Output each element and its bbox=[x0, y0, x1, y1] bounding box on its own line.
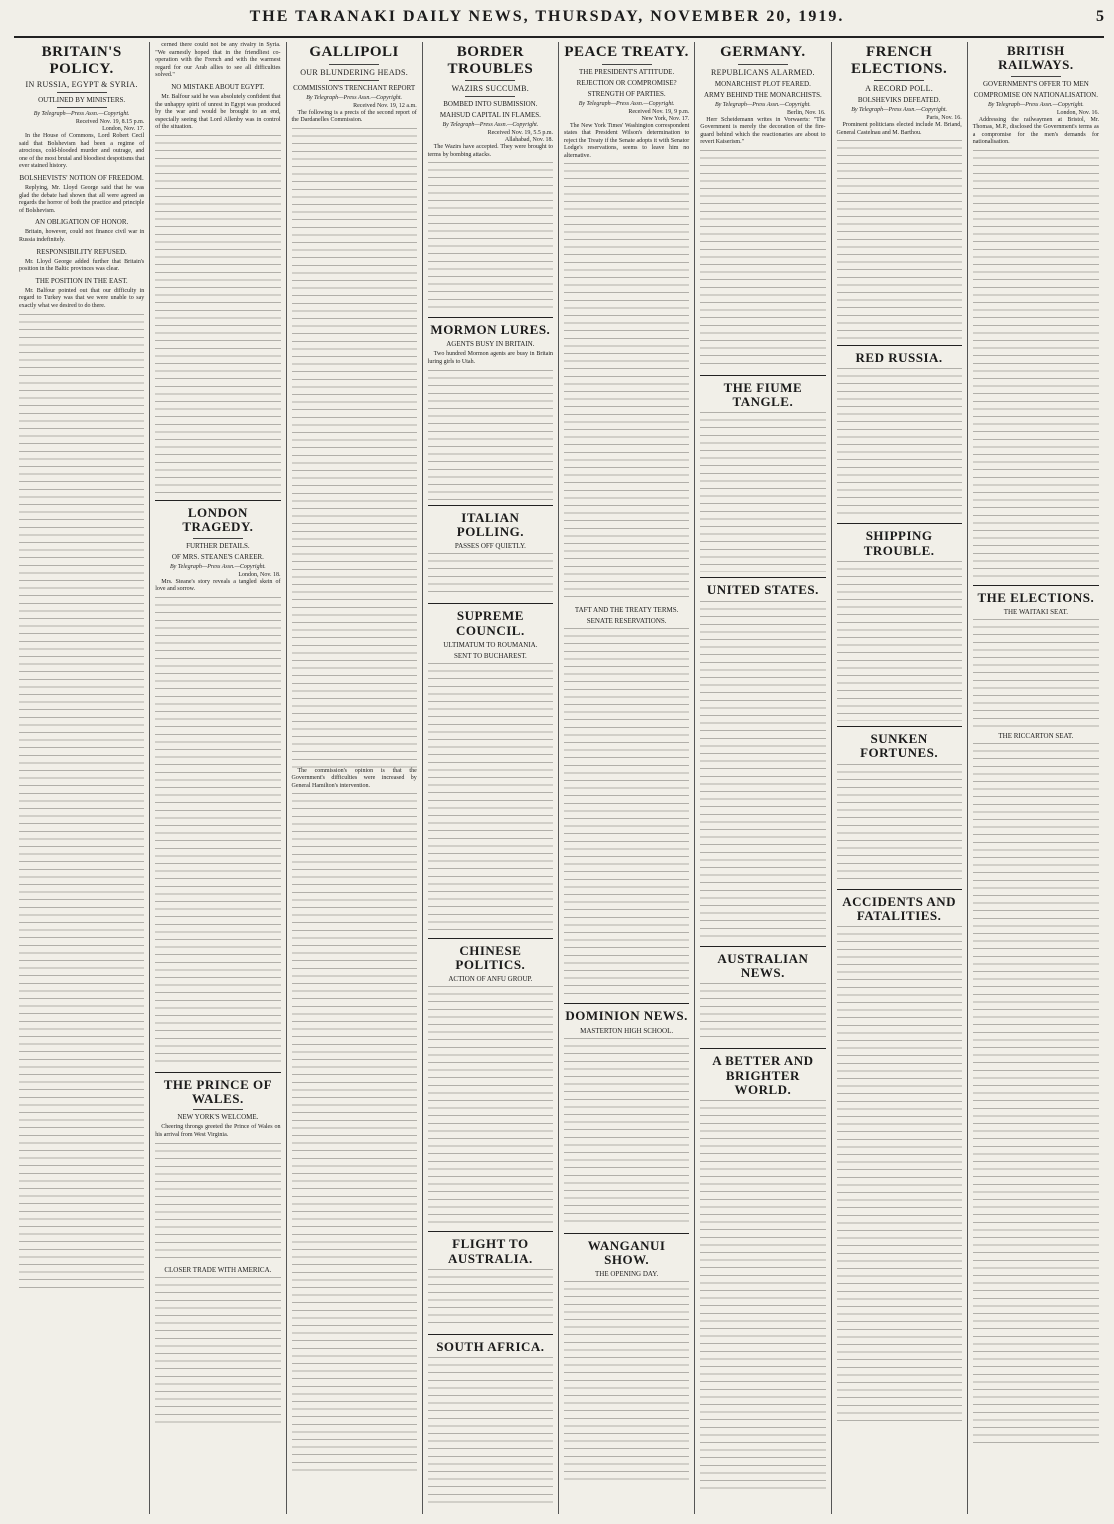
headline: UNITED STATES. bbox=[706, 582, 819, 598]
article-paragraph: Herr Scheidemann writes in Vorwaerts: "The Government is merely the decoration of the fire-guard behind which the reactionaries are about to revert Kaiserism." bbox=[700, 116, 826, 146]
text-lines bbox=[428, 1269, 553, 1329]
headline: SUPREME COUNCIL. bbox=[456, 608, 525, 638]
section-heading: THE POSITION IN THE EAST. bbox=[35, 276, 128, 285]
text-lines bbox=[700, 1100, 825, 1490]
headline: FRENCH ELECTIONS. bbox=[850, 44, 948, 77]
headline: BRITAIN'S POLICY. bbox=[41, 44, 122, 77]
text-lines bbox=[428, 370, 553, 500]
subheadline: MAHSUD CAPITAL IN FLAMES. bbox=[439, 111, 541, 119]
section-heading: TAFT AND THE TREATY TERMS. bbox=[574, 606, 679, 615]
subheadline: MONARCHIST PLOT FEARED. bbox=[714, 79, 811, 88]
subheadline: THE RICCARTON SEAT. bbox=[998, 732, 1074, 741]
column-4 bbox=[423, 42, 559, 1514]
text-lines bbox=[564, 1038, 689, 1228]
page-number: 5 bbox=[1096, 8, 1104, 25]
dateline: Received Nov. 19, 12 a.m. bbox=[353, 102, 417, 109]
article-paragraph: The New York Times' Washington correspondent states that President Wilson's determination to reject the Treaty if the Senate adopts it with Senator Lodge's reservations, seems to leave him no alternative. bbox=[564, 122, 690, 159]
columns bbox=[14, 42, 1104, 1514]
byline: By Telegraph—Press Assn.—Copyright. bbox=[578, 100, 675, 107]
column-8 bbox=[968, 42, 1104, 1514]
headline: FLIGHT TO AUSTRALIA. bbox=[447, 1236, 533, 1266]
headline: MORMON LURES. bbox=[430, 322, 551, 338]
byline: By Telegraph—Press Assn.—Copyright. bbox=[714, 101, 811, 108]
subheadline: AGENTS BUSY IN BRITAIN. bbox=[446, 340, 535, 349]
subheadline: FURTHER DETAILS. bbox=[186, 541, 250, 550]
text-lines bbox=[155, 1143, 280, 1263]
headline: THE PRINCE OF WALES. bbox=[163, 1076, 273, 1107]
text-lines bbox=[700, 601, 825, 941]
headline: GALLIPOLI bbox=[309, 44, 399, 60]
article-paragraph: Two hundred Mormon agents are busy in Britain luring girls to Utah. bbox=[427, 351, 553, 366]
subheadline: COMMISSION'S TRENCHANT REPORT bbox=[293, 83, 416, 92]
subheadline: ULTIMATUM TO ROUMANIA. bbox=[443, 640, 538, 649]
subheadline: A RECORD POLL. bbox=[865, 84, 934, 93]
dateline: London, Nov. 18. bbox=[238, 571, 281, 578]
article-paragraph: Mrs. Steane's story reveals a tangled skein of love and sorrow. bbox=[155, 578, 281, 593]
subheadline: REJECTION OR COMPROMISE? bbox=[576, 78, 677, 87]
section-heading: BOLSHEVISTS' NOTION OF FREEDOM. bbox=[19, 173, 144, 182]
text-lines bbox=[564, 628, 689, 998]
text-lines bbox=[428, 553, 553, 598]
subheadline: BOMBED INTO SUBMISSION. bbox=[443, 100, 538, 108]
headline: BORDER TROUBLES bbox=[447, 44, 534, 77]
section-heading: AN OBLIGATION OF HONOR. bbox=[34, 218, 129, 227]
article-paragraph: In the House of Commons, Lord Robert Cecil said that Bolshevism had been a regime of atrocious, cold-blooded murder and outrage, and one of the most brutal and bloodiest despotisms that ever stained history. bbox=[19, 133, 145, 170]
section-heading: CLOSER TRADE WITH AMERICA. bbox=[164, 1265, 272, 1274]
article-paragraph: The Wazirs have accepted. They were brought to terms by bombing attacks. bbox=[427, 144, 553, 158]
subheadline: OUTLINED BY MINISTERS. bbox=[38, 96, 126, 104]
text-lines bbox=[155, 1277, 280, 1427]
text-lines bbox=[428, 1357, 553, 1507]
section-heading: NO MISTAKE ABOUT EGYPT. bbox=[171, 82, 265, 91]
headline: SOUTH AFRICA. bbox=[436, 1339, 545, 1355]
article-paragraph: Mr. Lloyd George added further that Britain's position in the Baltic provinces was clear. bbox=[19, 258, 145, 273]
byline: By Telegraph—Press Assn.—Copyright. bbox=[987, 101, 1084, 108]
subheadline: THE OPENING DAY. bbox=[595, 1270, 659, 1279]
dateline: Received Nov. 19, 5.5 p.m. bbox=[487, 130, 553, 136]
subheadline: THE PRESIDENT'S ATTITUDE. bbox=[579, 67, 675, 76]
article-paragraph: Britain, however, could not finance civil war in Russia indefinitely. bbox=[19, 229, 145, 243]
headline: LONDON TRAGEDY. bbox=[182, 504, 254, 535]
headline: AUSTRALIAN NEWS. bbox=[717, 950, 809, 981]
headline: ACCIDENTS AND FATALITIES. bbox=[842, 893, 957, 923]
headline: ITALIAN POLLING. bbox=[456, 509, 524, 539]
subheadline: REPUBLICANS ALARMED. bbox=[710, 67, 815, 77]
text-lines bbox=[837, 368, 962, 518]
column-7 bbox=[832, 42, 968, 1514]
text-lines bbox=[292, 128, 417, 768]
subheadline: OF MRS. STEANE'S CAREER. bbox=[171, 552, 264, 561]
headline: CHINESE POLITICS. bbox=[455, 942, 526, 973]
text-lines bbox=[428, 986, 553, 1226]
article-paragraph: cerned there could not be any rivalry in Syria. "We earnestly hoped that in the friendliest co-operation with the French and with the warmest regard for our Arab allies to see all difficulties solved." bbox=[155, 42, 281, 79]
text-lines bbox=[837, 764, 962, 884]
column-3 bbox=[287, 42, 423, 1514]
dateline: Allahabad, Nov. 18. bbox=[504, 137, 553, 143]
section-heading: SENATE RESERVATIONS. bbox=[586, 617, 667, 626]
subheadline: SENT TO BUCHAREST. bbox=[453, 651, 527, 660]
dateline: New York, Nov. 17. bbox=[641, 115, 690, 122]
article-paragraph: The following is a precis of the second report of the Dardanelles Commission. bbox=[291, 109, 417, 124]
headline: GERMANY. bbox=[720, 44, 806, 60]
headline: WANGANUI SHOW. bbox=[587, 1237, 666, 1268]
headline: BRITISH RAILWAYS. bbox=[998, 43, 1074, 73]
text-lines bbox=[973, 150, 1099, 580]
headline: THE ELECTIONS. bbox=[977, 589, 1095, 605]
subheadline: COMPROMISE ON NATIONALISATION. bbox=[973, 90, 1098, 99]
byline: By Telegraph—Press Assn.—Copyright. bbox=[851, 107, 948, 113]
article-paragraph: Replying, Mr. Lloyd George said that he was glad the debate had shown that all were agreed as regards the horror of both the practice and principle of Bolshevism. bbox=[19, 184, 145, 214]
text-lines bbox=[837, 561, 962, 721]
subheadline: ARMY BEHIND THE MONARCHISTS. bbox=[703, 90, 822, 99]
column-1 bbox=[14, 42, 150, 1514]
column-2 bbox=[150, 42, 286, 1514]
text-lines bbox=[973, 619, 1099, 729]
dateline: London, Nov. 17. bbox=[102, 126, 145, 132]
text-lines bbox=[428, 663, 553, 933]
subheadline: MASTERTON HIGH SCHOOL. bbox=[580, 1026, 674, 1035]
subheadline: ACTION OF ANFU GROUP. bbox=[448, 975, 533, 984]
article-paragraph: Addressing the railwaymen at Bristol, Mr. Thomas, M.P., disclosed the Government's terms as a compromise for the men's demands for nationalisation. bbox=[972, 116, 1099, 146]
text-lines bbox=[973, 743, 1099, 1443]
headline: PEACE TREATY. bbox=[564, 44, 689, 60]
headline: THE FIUME TANGLE. bbox=[723, 379, 803, 410]
subheadline: OUR BLUNDERING HEADS. bbox=[300, 67, 409, 77]
byline: By Telegraph—Press Assn.—Copyright. bbox=[169, 563, 266, 570]
subheadline: STRENGTH OF PARTIES. bbox=[587, 89, 666, 98]
dateline: Received Nov. 19, 9 p.m. bbox=[628, 108, 690, 115]
dateline: London, Nov. 16. bbox=[1056, 109, 1099, 116]
text-lines bbox=[700, 983, 825, 1043]
byline: By Telegraph—Press Assn.—Copyright. bbox=[442, 122, 539, 128]
text-lines bbox=[837, 926, 962, 1426]
byline: By Telegraph—Press Assn.—Copyright. bbox=[33, 111, 130, 117]
column-5 bbox=[559, 42, 695, 1514]
subheadline: NEW YORK'S WELCOME. bbox=[177, 1113, 259, 1122]
text-lines bbox=[292, 793, 417, 1473]
column-6 bbox=[695, 42, 831, 1514]
byline: By Telegraph—Press Assn.—Copyright. bbox=[306, 94, 403, 101]
subheadline: GOVERNMENT'S OFFER TO MEN bbox=[982, 79, 1089, 88]
article-paragraph: Mr. Balfour pointed out that our difficulty in regard to Turkey was that we were unable to say exactly what we desired to do there. bbox=[19, 287, 145, 309]
headline: A BETTER AND BRIGHTER WORLD. bbox=[712, 1053, 814, 1097]
article-paragraph: Cheering throngs greeted the Prince of Wales on his arrival from West Virginia. bbox=[155, 1124, 281, 1138]
text-lines bbox=[155, 135, 280, 495]
dateline: Received Nov. 19, 8.15 p.m. bbox=[75, 119, 145, 125]
subheadline: PASSES OFF QUIETLY. bbox=[454, 542, 526, 551]
section-heading: RESPONSIBILITY REFUSED. bbox=[36, 247, 127, 256]
text-lines bbox=[700, 412, 825, 572]
article-paragraph: The commission's opinion is that the Government's difficulties were increased by General Hamilton's intervention. bbox=[291, 767, 417, 789]
text-lines bbox=[19, 314, 144, 1294]
text-lines bbox=[428, 162, 553, 312]
article-paragraph: Prominent politicians elected include M. Briand, General Castelnau and M. Barthou. bbox=[836, 122, 962, 136]
subheadline: IN RUSSIA, EGYPT & SYRIA. bbox=[25, 80, 138, 89]
subheadline: THE WAITAKI SEAT. bbox=[1003, 608, 1069, 617]
headline: RED RUSSIA. bbox=[855, 350, 943, 366]
text-lines bbox=[837, 140, 962, 340]
dateline: Paris, Nov. 16. bbox=[926, 115, 962, 121]
dateline: Berlin, Nov. 16. bbox=[787, 109, 826, 116]
text-lines bbox=[700, 150, 825, 370]
masthead bbox=[14, 8, 1104, 38]
masthead-title: THE TARANAKI DAILY NEWS, THURSDAY, NOVEMBER 20, 1919. bbox=[249, 8, 845, 25]
headline: DOMINION NEWS. bbox=[565, 1008, 688, 1024]
headline: SHIPPING TROUBLE. bbox=[863, 528, 935, 558]
text-lines bbox=[564, 163, 689, 603]
text-lines bbox=[564, 1281, 689, 1481]
subheadline: BOLSHEVIKS DEFEATED. bbox=[857, 96, 941, 104]
article-paragraph: Mr. Balfour said he was absolutely confident that the unhappy spirit of unrest in Egypt was produced by the war and would be brought to an end, especially seeing that Lord Allenby was in control of the situation. bbox=[155, 93, 281, 131]
subheadline: WAZIRS SUCCUMB. bbox=[451, 84, 530, 93]
headline: SUNKEN FORTUNES. bbox=[860, 731, 939, 761]
text-lines bbox=[155, 597, 280, 1067]
